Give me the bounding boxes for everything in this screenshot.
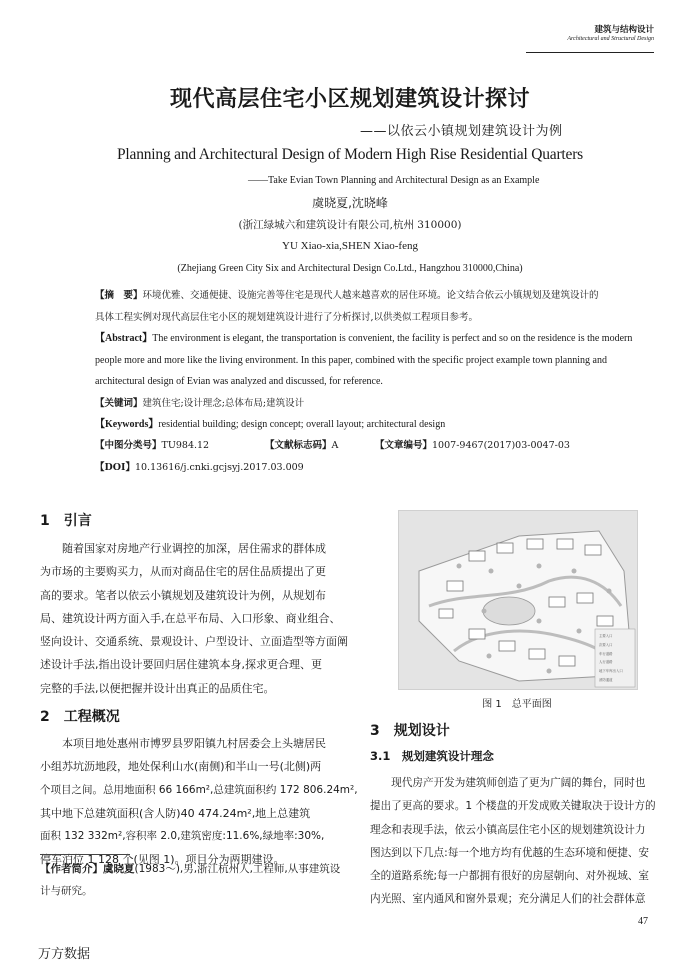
abstract-en-line: people more and more like the living environment. In this paper, combined with the specific project example town planning and	[95, 354, 607, 366]
body-line: 面积 132 332m²,容积率 2.0,建筑密度:11.6%,绿地率:30%,	[40, 830, 325, 843]
author-note-line: (1983～),男,浙江杭州人,工程师,从事建筑设	[134, 863, 341, 875]
doc-label: 【文献标志码】	[265, 440, 332, 451]
legend-item: 主要入口	[599, 634, 613, 638]
subtitle-cn: ——以依云小镇规划建筑设计为例	[360, 124, 563, 139]
article-value: 1007-9467(2017)03-0047-03	[432, 440, 570, 451]
keywords-en	[95, 414, 615, 436]
doi-value: 10.13616/j.cnki.gcjsyj.2017.03.009	[134, 461, 304, 473]
site-plan-legend	[599, 632, 635, 685]
author-note-name: 虞晓夏	[103, 863, 135, 875]
section-2-body	[40, 732, 358, 872]
running-head-cn: 建筑与结构设计	[594, 25, 654, 35]
author-note-label: 【作者简介】	[40, 863, 103, 875]
section-3-heading: 3 规划设计	[370, 723, 450, 739]
doc-value: A	[331, 440, 339, 451]
body-line: 个项目之间。总用地面积 66 166m²,总建筑面积约 172 806.24m²,	[40, 783, 358, 796]
author-note-line: 计与研究。	[40, 885, 93, 897]
abstract-en-label: 【Abstract】	[95, 333, 153, 344]
body-line: 提出了更高的要求。1 个楼盘的开发成败关键取决于设计方的	[370, 800, 656, 813]
title-cn: 现代高层住宅小区规划建筑设计探讨	[169, 87, 530, 112]
title-en: Planning and Architectural Design of Modern High Rise Residential Quarters	[116, 146, 584, 163]
body-line: 停车泊位 1 128 个(见图 1)。项目分为两期建设。	[40, 853, 285, 867]
figure-caption: 图 1 总平面图	[482, 699, 552, 710]
body-line: 随着国家对房地产行业调控的加深，居住需求的群体成	[40, 542, 326, 555]
abstract-en	[95, 328, 633, 393]
keywords-cn	[95, 393, 615, 415]
abstract-en-line: architectural design of Evian was analyzed and discussed, for reference.	[95, 376, 383, 387]
authors-en: YU Xiao-xia,SHEN Xiao-feng	[282, 240, 418, 252]
section-1-heading: 1 引言	[40, 513, 92, 529]
classification-codes	[95, 435, 615, 478]
body-line: 局、建筑设计两方面入手,在总平布局、入口形象、商业组合、	[40, 611, 341, 625]
affiliation-en: (Zhejiang Green City Six and Architectural Design Co.Ltd., Hangzhou 310000,China)	[177, 263, 523, 274]
body-line: 内光照、室内通风和窗外景观；充分满足人们的社会群体意	[370, 893, 646, 906]
running-head-rule	[526, 52, 654, 53]
abstract-cn-label: 【摘 要】	[95, 290, 143, 301]
abstract-cn	[95, 285, 615, 328]
authors-cn: 虞晓夏,沈晓峰	[312, 196, 388, 210]
footer-watermark: 万方数据	[38, 947, 91, 962]
section-2-heading: 2 工程概况	[40, 709, 120, 725]
author-note-rule	[40, 854, 130, 855]
body-line: 高的要求。笔者以依云小镇规划及建筑设计为例，从规划布	[40, 588, 326, 602]
legend-item: 人行道路	[599, 660, 613, 665]
site-plan-figure	[398, 510, 638, 690]
clc-label: 【中图分类号】	[95, 440, 162, 451]
legend-item: 次要入口	[599, 642, 613, 647]
body-line: 全的道路系统;每一户都拥有很好的房屋朝向、对外视域、室	[370, 870, 650, 883]
body-line: 本项目地处惠州市博罗县罗阳镇九村居委会上头塘居民	[40, 737, 326, 750]
subtitle-en: ——Take Evian Town Planning and Architectural Design as an Example	[248, 175, 540, 186]
body-line: 竖向设计、交通系统、景观设计、户型设计、立面造型等方面阐	[40, 635, 348, 649]
body-line: 理念和表现手法，依云小镇高层住宅小区的规划建筑设计力	[370, 823, 646, 836]
body-line: 完整的手法,以便把握并设计出真正的品质住宅。	[40, 681, 275, 695]
doi-label: 【DOI】	[95, 461, 135, 473]
legend-item: 地下车库出入口	[599, 669, 623, 674]
body-line: 现代房产开发为建筑师创造了更为广阔的舞台，同时也	[370, 777, 646, 789]
author-note	[40, 858, 358, 902]
page-number: 47	[638, 916, 648, 927]
keywords-cn-text: 建筑住宅;设计理念;总体布局;建筑设计	[142, 398, 305, 409]
abstract-cn-line: 具体工程实例对现代高层住宅小区的规划建筑设计进行了分析探讨,以供类似工程项目参考。	[95, 311, 479, 323]
section-1-body	[40, 537, 358, 700]
section-3-1-heading: 3.1 规划建筑设计理念	[370, 749, 494, 763]
body-line: 为市场的主要购买力，从而对商品住宅的居住品质提出了更	[40, 565, 326, 579]
keywords-en-label: 【Keywords】	[95, 419, 159, 430]
legend-item: 车行道路	[599, 651, 613, 656]
legend-item: 消防通道	[599, 677, 613, 682]
affiliation-cn: (浙江绿城六和建筑设计有限公司,杭州 310000)	[238, 219, 462, 231]
abstract-cn-line: 环境优雅、交通便捷、设施完善等住宅是现代人越来越喜欢的居住环境。论文结合依云小镇规划及建筑设计的	[142, 290, 599, 301]
running-head	[567, 26, 654, 43]
section-3-body	[370, 772, 658, 912]
body-line: 图达到以下几点:每一个地方均有优越的生态环境和便捷、安	[370, 846, 650, 859]
body-line: 述设计手法,指出设计要回归居住建筑本身,探求更合理、更	[40, 658, 322, 672]
body-line: 其中地下总建筑面积(含人防)40 474.24m²,地上总建筑	[40, 806, 311, 820]
clc-value: TU984.12	[161, 440, 210, 451]
body-line: 小组苏坑沥地段，地处保利山水(南侧)和半山一号(北侧)两	[40, 760, 322, 774]
abstract-en-line: The environment is elegant, the transportation is convenient, the facility is perfect and so on the residence is the modern	[152, 333, 633, 344]
running-head-en: Architectural and Structural Design	[567, 35, 654, 42]
article-label: 【文章编号】	[375, 440, 433, 451]
keywords-cn-label: 【关键词】	[95, 398, 143, 409]
keywords-en-text: residential building; design concept; overall layout; architectural design	[158, 419, 446, 430]
